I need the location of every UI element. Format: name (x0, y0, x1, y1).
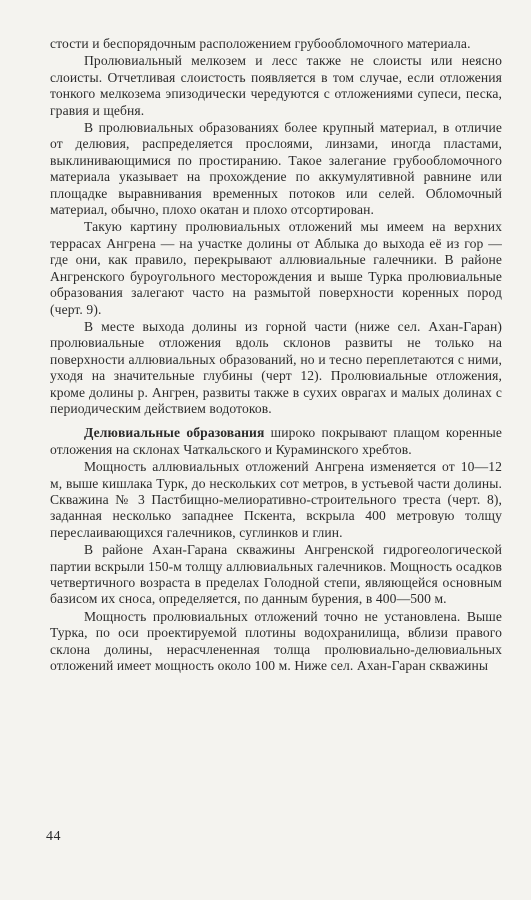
paragraph-akhan-garan: В месте выхода долины из горной части (ниже сел. Ахан-Гаран) пролювиальные отложения вдоль склонов развиты не только на поверхности аллювиальных образований, но и тесно переплетаются с ними, уходя на значительные глубины (черт 12). Пролювиальные отложения, кроме долины р. Ангрен, развиты также в сухих оврагах и малых долинах с периодическим действием водотоков. (50, 318, 502, 416)
paragraph-deluvial (50, 425, 502, 458)
page-number: 44 (46, 829, 61, 844)
paragraph-proluvial-thickness: Мощность пролювиальных отложений точно не установлена. Выше Турка, по оси проектируемой плотины водохранилища, вблизи правого склона долины, нерасчлененная толща пролювиально-делювиальных отложений имеет мощность около 100 м. Ниже сел. Ахан-Гаран скважины (50, 608, 502, 674)
paragraph-alluvial-thickness: Мощность аллювиальных отложений Ангрена изменяется от 10—12 м, выше кишлака Турк, до нескольких сот метров, в устьевой части долины. Скважина № 3 Пастбищно-мелиоративно-строительного треста (черт. 8), заданная несколько западнее Пскента, вскрыла 400 метровую толщу переслаивающихся галечников, суглинков и глин. (50, 459, 502, 540)
deluvial-text: широко покрывают плащом коренные отложения на склонах Чаткальского и Кураминского хребтов. (50, 425, 502, 457)
paragraph-angren-terraces: Такую картину пролювиальных отложений мы имеем на верхних террасах Ангрена — на участке долины от Аблыка до выхода её из гор — где они, как правило, перекрывают аллювиальные галечники. В районе Ангренского буроугольного месторождения и выше Турка пролювиальные образования залегают часто на размытой поверхности коренных пород (черт. 9). (50, 219, 502, 317)
body-text (50, 36, 502, 674)
section-heading-deluvial: Делювиальные образования (84, 425, 265, 441)
paragraph-coarse-material: В пролювиальных образованиях более крупный материал, в отличие от делювия, распределяется прослоями, линзами, иногда пластами, выклинивающимися по простиранию. Такое залегание грубообломочного материала указывает на прохождение по аккумулятивной равнине или площадке выравнивания временных потоков или селей. Обломочный материал, обычно, плохо окатан и плохо отсортирован. (50, 120, 502, 218)
paragraph-proluvial-silt: Пролювиальный мелкозем и лесс также не слоисты или неясно слоисты. Отчетливая слоистость появляется в том случае, если отложения тонкого мелкозема эпизодически чередуются с отложениями супеси, песка, гравия и щебня. (50, 53, 502, 118)
paragraph-continuation: стости и беспорядочным расположением грубообломочного материала. (50, 36, 471, 51)
paragraph-akhan-garan-wells: В районе Ахан-Гарана скважины Ангренской гидрогеологической партии вскрыли 150-м толщу аллювиальных галечников. Мощность осадков четвертичного возраста в пределах Голодной степи, являющейся основным базисом их сноса, определяется, по данным бурения, в 400—500 м. (50, 542, 502, 607)
